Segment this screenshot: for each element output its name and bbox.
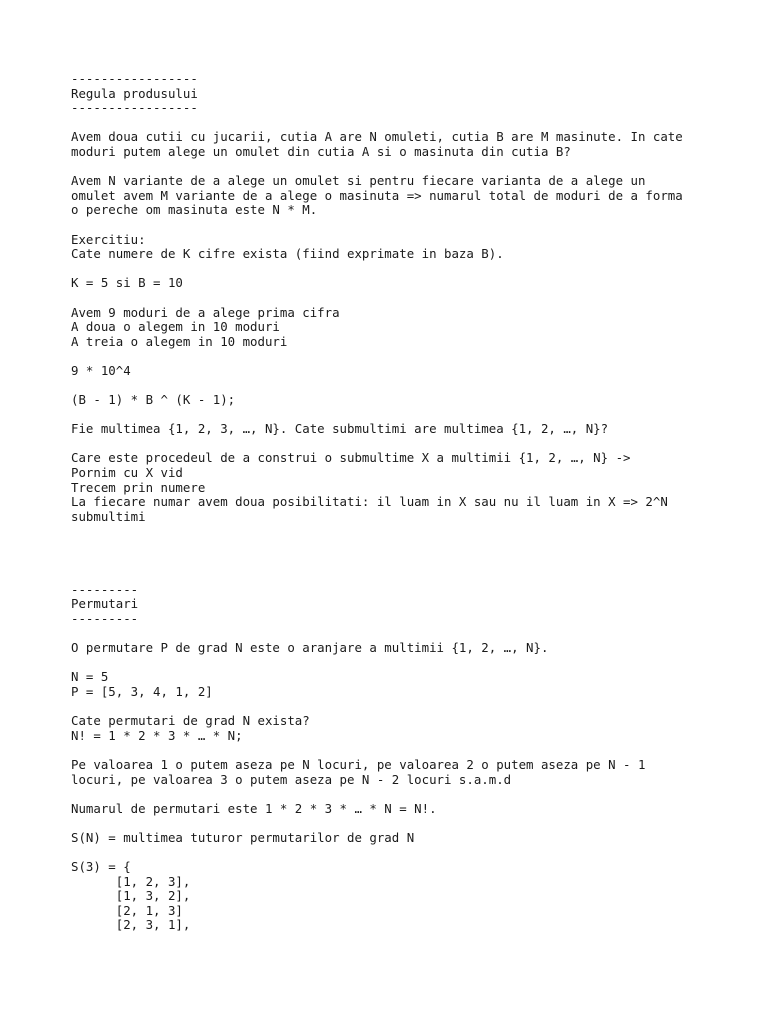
text-line: N = 5	[71, 669, 109, 685]
text-line: Numarul de permutari este 1 * 2 * 3 * … * N = N!.	[71, 800, 437, 816]
blank-line	[71, 218, 751, 233]
blank-line	[71, 539, 751, 554]
blank-line	[71, 160, 751, 175]
blank-line	[71, 700, 751, 715]
blank-line	[71, 116, 751, 131]
text-line: moduri putem alege un omulet din cutia A si o masinuta din cutia B?	[71, 143, 571, 159]
text-line: Cate permutari de grad N exista?	[71, 713, 310, 729]
code-line: [1, 3, 2],	[71, 888, 191, 904]
blank-line	[71, 845, 751, 860]
text-line: La fiecare numar avem doua posibilitati: il luam in X sau nu il luam in X => 2^N	[71, 494, 668, 510]
blank-line	[71, 627, 751, 642]
text-line: o pereche om masinuta este N * M.	[71, 202, 318, 218]
text-line: N! = 1 * 2 * 3 * … * N;	[71, 727, 243, 743]
section-heading: Permutari	[71, 596, 139, 612]
blank-line	[71, 816, 751, 831]
blank-line	[71, 554, 751, 569]
text-line: O permutare P de grad N este o aranjare a multimii {1, 2, …, N}.	[71, 640, 549, 656]
section-heading: Regula produsului	[71, 85, 198, 101]
blank-line	[71, 568, 751, 583]
code-line: [2, 3, 1],	[71, 917, 191, 933]
text-line: Pe valoarea 1 o putem aseza pe N locuri, pe valoarea 2 o putem aseza pe N - 1	[71, 756, 646, 772]
blank-line	[71, 408, 751, 423]
text-line: Avem 9 moduri de a alege prima cifra	[71, 304, 340, 320]
text-line: K = 5 si B = 10	[71, 275, 183, 291]
text-line: Avem N variante de a alege un omulet si pentru fiecare varianta de a alege un	[71, 173, 646, 189]
text-line: S(N) = multimea tuturor permutarilor de grad N	[71, 829, 415, 845]
text-line: Pornim cu X vid	[71, 465, 183, 481]
text-line: S(3) = {	[71, 859, 131, 875]
text-line: submultimi	[71, 508, 146, 524]
code-line: [2, 1, 3]	[71, 902, 183, 918]
text-line: Fie multimea {1, 2, 3, …, N}. Cate submultimi are multimea {1, 2, …, N}?	[71, 421, 609, 437]
text-line: (B - 1) * B ^ (K - 1);	[71, 392, 236, 408]
document-page	[71, 72, 751, 933]
blank-line	[71, 291, 751, 306]
section-rule: -----------------	[71, 100, 198, 116]
text-line: locuri, pe valoarea 3 o putem aseza pe N - 2 locuri s.a.m.d	[71, 771, 512, 787]
blank-line	[71, 656, 751, 671]
text-line: A treia o alegem in 10 moduri	[71, 333, 288, 349]
blank-line	[71, 524, 751, 539]
text-line: 9 * 10^4	[71, 362, 131, 378]
blank-line	[71, 743, 751, 758]
blank-line	[71, 378, 751, 393]
section-rule: ---------	[71, 610, 139, 626]
section-rule: ---------	[71, 581, 139, 597]
text-line: Trecem prin numere	[71, 479, 206, 495]
blank-line	[71, 262, 751, 277]
text-line: Care este procedeul de a construi o submultime X a multimii {1, 2, …, N} ->	[71, 450, 631, 466]
text-line: Cate numere de K cifre exista (fiind exprimate in baza B).	[71, 246, 504, 262]
text-line: A doua o alegem in 10 moduri	[71, 319, 280, 335]
blank-line	[71, 349, 751, 364]
section-rule: -----------------	[71, 71, 198, 86]
text-line: Exercitiu:	[71, 231, 146, 247]
text-line: omulet avem M variante de a alege o masinuta => numarul total de moduri de a forma	[71, 187, 683, 203]
blank-line	[71, 787, 751, 802]
text-line: P = [5, 3, 4, 1, 2]	[71, 683, 213, 699]
blank-line	[71, 437, 751, 452]
code-line: [1, 2, 3],	[71, 873, 191, 889]
text-line: Avem doua cutii cu jucarii, cutia A are N omuleti, cutia B are M masinute. In cate	[71, 129, 683, 145]
